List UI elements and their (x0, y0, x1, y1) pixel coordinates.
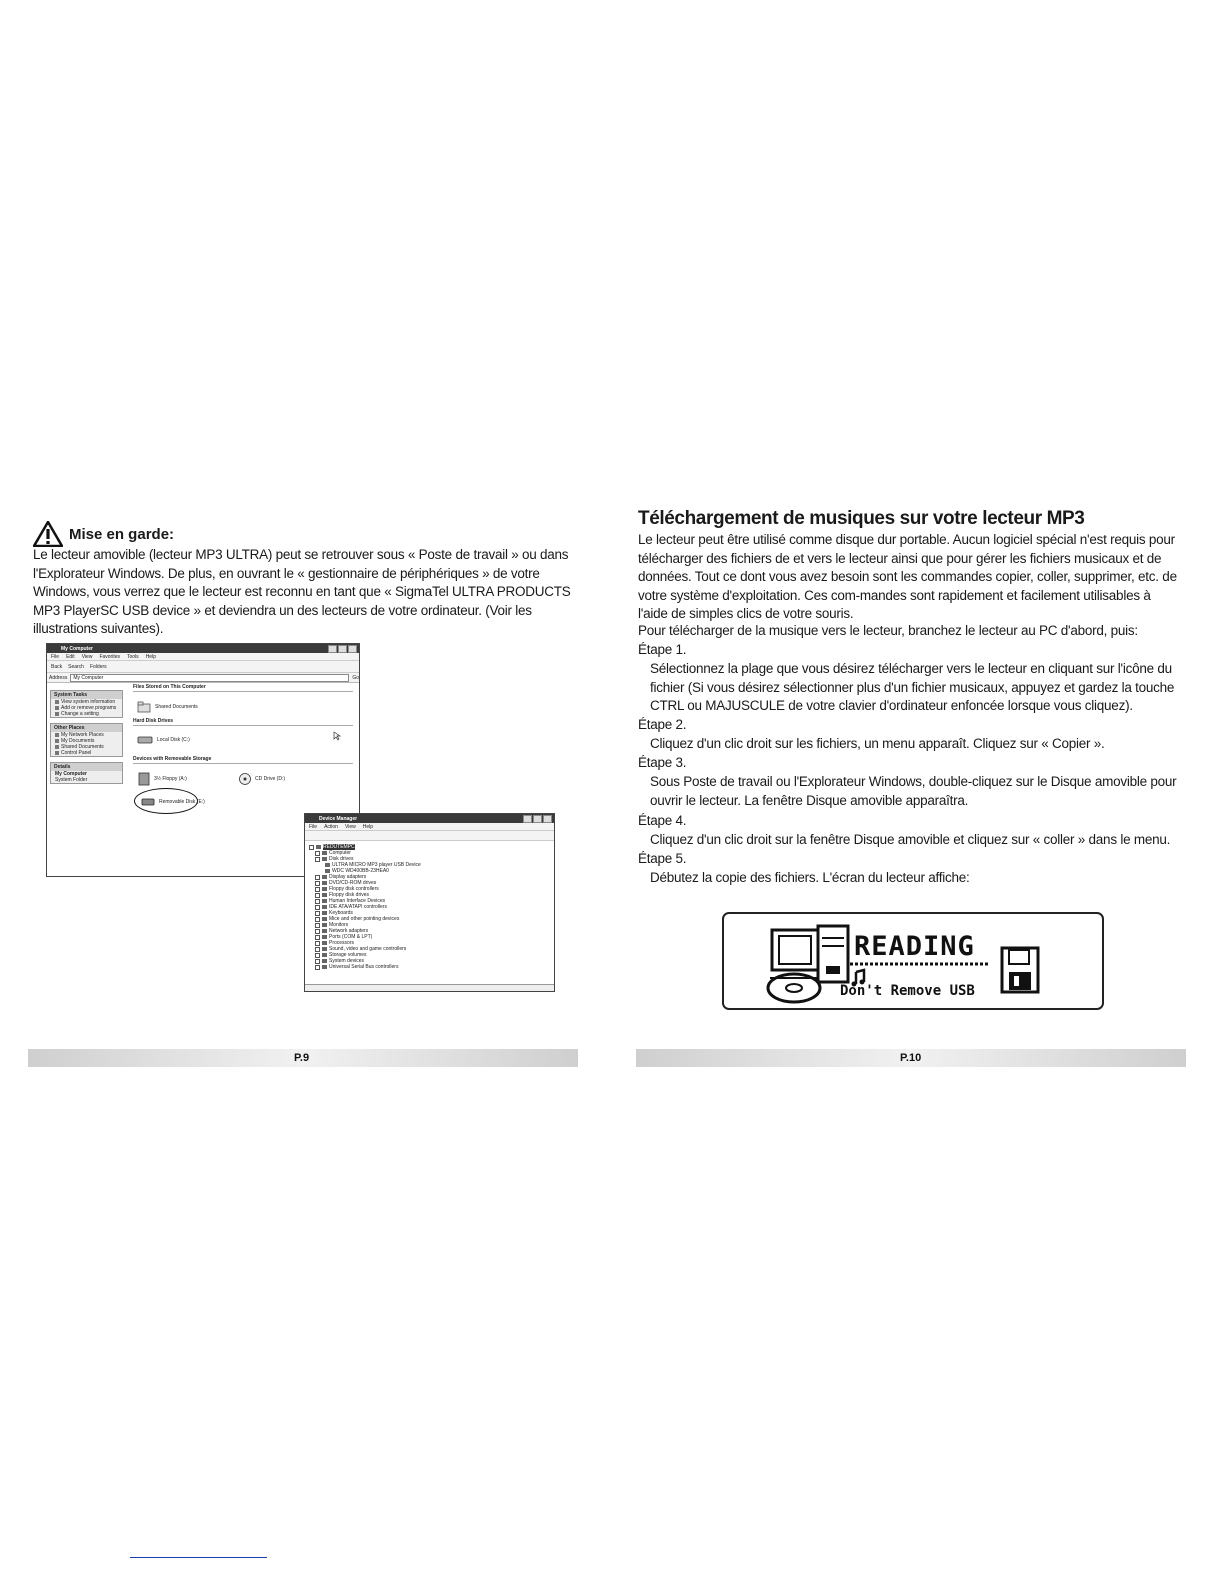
mouse-cursor-icon (333, 731, 341, 741)
window-controls (523, 815, 552, 823)
device-icon (322, 887, 327, 891)
tree-item-label: Floppy disk drives (329, 892, 370, 898)
expand-icon (315, 935, 320, 940)
place-label: My Documents (61, 738, 95, 744)
menu-tools: Tools (127, 653, 139, 660)
device-icon (322, 899, 327, 903)
address-field: My Computer (70, 674, 349, 682)
expand-icon (315, 881, 320, 886)
system-tasks-title: System Tasks (51, 691, 122, 699)
device-icon (322, 947, 327, 951)
tree-item-label: Sound, video and game controllers (329, 946, 407, 952)
disk-icon (325, 863, 330, 867)
maximize-icon (533, 815, 542, 823)
tree-item-label: Disk drives (329, 856, 354, 862)
device-icon (322, 959, 327, 963)
warning-heading (33, 521, 174, 547)
place-label: Shared Documents (61, 744, 104, 750)
menu-view: View (344, 823, 356, 830)
details-panel (50, 762, 123, 784)
place-icon (55, 733, 59, 737)
device-tree (309, 844, 421, 970)
device-icon (322, 905, 327, 909)
tree-item-label: Keyboards (329, 910, 353, 916)
my-computer-menubar (47, 653, 359, 661)
device-icon (322, 881, 327, 885)
tree-item-label: Network adapters (329, 928, 369, 934)
local-disk-item (133, 730, 353, 750)
maximize-icon (338, 645, 347, 653)
tree-item-label: Ports (COM & LPT) (329, 934, 373, 940)
section-files: Files Stored on This Computer (133, 684, 353, 692)
expand-icon (315, 929, 320, 934)
shared-documents-label: Shared Documents (155, 704, 198, 710)
section-hdd: Hard Disk Drives (133, 718, 353, 726)
device-icon (322, 923, 327, 927)
expand-icon (315, 917, 320, 922)
highlight-ellipse (134, 788, 198, 814)
expand-icon (315, 875, 320, 880)
device-icon (322, 953, 327, 957)
device-icon (322, 929, 327, 933)
tree-item-label: Mice and other pointing devices (329, 916, 400, 922)
details-title: Details (51, 763, 122, 771)
minimize-icon (328, 645, 337, 653)
tree-item (309, 964, 421, 970)
search-button: Search (68, 663, 84, 670)
place-icon (55, 739, 59, 743)
expand-icon (315, 947, 320, 952)
tree-item-label: Display adapters (329, 874, 367, 880)
warning-title: Mise en garde: (69, 525, 175, 543)
status-bar (305, 984, 554, 991)
expand-icon (315, 905, 320, 910)
tree-item-label: System devices (329, 958, 365, 964)
tree-item-label: Universal Serial Bus controllers (329, 964, 399, 970)
tree-item-label: Monitors (329, 922, 349, 928)
task-label: Add or remove programs (61, 705, 117, 711)
device-icon (322, 941, 327, 945)
shared-documents-item (133, 696, 353, 718)
warning-icon (33, 521, 63, 547)
hard-disk-icon (137, 735, 153, 745)
device-icon (322, 917, 327, 921)
local-disk-label: Local Disk (C:) (157, 737, 190, 743)
tree-item-label: ULTRA MICRO MP3 player USB Device (332, 862, 421, 868)
tree-item-label: WDC WD400BB-23HEA0 (332, 868, 389, 874)
disk-icon (325, 869, 330, 873)
close-icon (348, 645, 357, 653)
step-5-text: Débutez la copie des fichiers. L'écran du lecteur affiche: (650, 870, 970, 885)
device-icon (322, 911, 327, 915)
step-2-label: Étape 2. (638, 717, 687, 732)
task-label: View system information (61, 699, 116, 705)
details-type: System Folder (55, 777, 88, 783)
my-computer-title: My Computer (61, 645, 93, 652)
expand-icon (315, 959, 320, 964)
expand-icon (315, 965, 320, 970)
cd-drive-icon (238, 772, 252, 786)
place-icon (55, 745, 59, 749)
computer-icon (316, 845, 321, 849)
address-bar (47, 673, 359, 683)
go-button: Go (352, 674, 359, 681)
expand-icon (315, 899, 320, 904)
removable-row (133, 768, 353, 790)
place-item (51, 750, 122, 756)
folder-icon (137, 701, 151, 713)
step-2-text: Cliquez d'un clic droit sur les fichiers, un menu apparaît. Cliquez sur « Copier ». (650, 736, 1105, 751)
lcd-reading-text: READING (854, 931, 975, 962)
device-icon (322, 935, 327, 939)
expand-icon (315, 953, 320, 958)
player-lcd-screen (722, 912, 1104, 1010)
device-icon (322, 875, 327, 879)
device-manager-titlebar (305, 814, 554, 823)
place-label: My Network Places (61, 732, 104, 738)
place-label: Control Panel (61, 750, 92, 756)
device-icon (322, 851, 327, 855)
device-manager-title: Device Manager (319, 815, 358, 822)
my-computer-toolbar (47, 661, 359, 673)
task-icon (55, 700, 59, 704)
menu-view: View (81, 653, 93, 660)
menu-favorites: Favorites (99, 653, 120, 660)
step-1-text: Sélectionnez la plage que vous désirez télécharger vers le lecteur en cliquant sur l'icône du fichier (Si vous désirez sélectionner plus d'un fichier musicaux, appuyez et gardez la touche CTRL ou MAJUSCULE de votre clavier d'ordinateur enfoncée lorsque vous cliquez). (650, 661, 1175, 713)
step-4-label: Étape 4. (638, 813, 687, 828)
menu-help: Help (362, 823, 374, 830)
bottom-rule (130, 1557, 267, 1558)
task-label: Change a setting (61, 711, 99, 717)
device-icon (322, 965, 327, 969)
page-number-left: P.9 (294, 1052, 310, 1064)
lead-paragraph: Pour télécharger de la musique vers le lecteur, branchez le lecteur au PC d'abord, puis: (638, 623, 1138, 638)
other-places-title: Other Places (51, 724, 122, 732)
menu-edit: Edit (66, 653, 75, 660)
minimize-icon (523, 815, 532, 823)
folders-button: Folders (89, 663, 107, 670)
tree-item-label: Floppy disk controllers (329, 886, 379, 892)
expand-icon (315, 893, 320, 898)
tree-item-label: Computer (329, 850, 351, 856)
task-icon (55, 706, 59, 710)
device-icon (322, 857, 327, 861)
lcd-dont-remove-text: Don't Remove USB (840, 983, 975, 999)
my-computer-titlebar (47, 644, 359, 653)
step-5-label: Étape 5. (638, 851, 687, 866)
tree-item-label: DVD/CD-ROM drives (329, 880, 377, 886)
floppy-label: 3½ Floppy (A:) (154, 776, 187, 782)
expand-icon (315, 911, 320, 916)
device-manager-menubar (305, 823, 554, 831)
menu-file: File (51, 653, 60, 660)
device-manager-toolbar (305, 831, 554, 841)
place-icon (55, 751, 59, 755)
task-icon (55, 712, 59, 716)
other-places-panel (50, 723, 123, 757)
expand-icon (315, 887, 320, 892)
tree-item-label: Processors (329, 940, 355, 946)
system-tasks-panel (50, 690, 123, 718)
expand-icon (315, 941, 320, 946)
warning-text: Le lecteur amovible (lecteur MP3 ULTRA) peut se retrouver sous « Poste de travail » ou dans l'Explorateur Windows. De plus, en ouvrant le « gestionnaire de périphériques » de votre Windows, vous verrez que le lecteur est reconnu en tant que « SigmaTel ULTRA PRODUCTS MP3 PlayerSC USB device » et deviendra un des lecteurs de votre ordinateur. (Voir les illustrations suivantes). (33, 547, 571, 636)
details-name: My Computer (55, 771, 87, 777)
collapse-icon (315, 857, 320, 862)
step-3-text: Sous Poste de travail ou l'Explorateur Windows, double-cliquez sur le Disque amovible pour ouvrir le lecteur. La fenêtre Disque amovible apparaîtra. (650, 774, 1177, 808)
device-manager-window (304, 813, 555, 992)
back-button: Back (51, 663, 63, 670)
section-removable: Devices with Removable Storage (133, 756, 353, 764)
page-number-right: P.10 (900, 1052, 922, 1064)
intro-paragraph: Le lecteur peut être utilisé comme disque dur portable. Aucun logiciel spécial n'est requis pour télécharger des fichiers de et vers le lecteur ainsi que pour gérer les fichiers musicaux et de données. Tout ce dont vous avez besoin sont les commandes copier, coller, supprimer, etc. de votre système d'exploitation. Ces com-mandes sont rapidement et facilement utilisables à l'aide de simples clics de votre souris. (638, 532, 1177, 621)
menu-action: Action (324, 823, 338, 830)
removable-disk-label: Removable Disk (E:) (159, 799, 205, 805)
tree-root-label: REDUTEMPC (323, 844, 355, 850)
expand-icon (315, 851, 320, 856)
menu-file: File (309, 823, 318, 830)
removable-disk-item (133, 792, 353, 812)
tree-item-label: Storage volumes (329, 952, 367, 958)
menu-help: Help (145, 653, 156, 660)
tree-item-label: Human Interface Devices (329, 898, 386, 904)
device-icon (322, 893, 327, 897)
section-title: Téléchargement de musiques sur votre lecteur MP3 (638, 508, 1085, 529)
step-1-label: Étape 1. (638, 642, 687, 657)
step-3-label: Étape 3. (638, 755, 687, 770)
tree-item-label: IDE ATA/ATAPI controllers (329, 904, 387, 910)
address-label: Address (49, 674, 68, 681)
close-icon (543, 815, 552, 823)
task-item (51, 711, 122, 717)
file-pane (133, 684, 353, 812)
window-controls (328, 645, 357, 653)
step-4-text: Cliquez d'un clic droit sur la fenêtre Disque amovible et cliquez sur « coller » dans le menu. (650, 832, 1171, 847)
floppy-drive-icon (137, 772, 151, 786)
expand-icon (315, 923, 320, 928)
cd-drive-label: CD Drive (D:) (255, 776, 285, 782)
floppy-disk-icon (1000, 946, 1040, 994)
expand-icon (309, 845, 314, 850)
task-pane (50, 690, 123, 789)
